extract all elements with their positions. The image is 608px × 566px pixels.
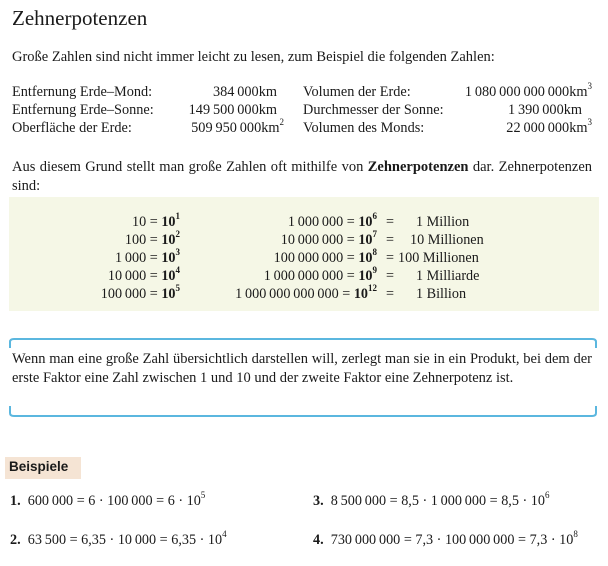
power-word: = — [386, 250, 395, 266]
power-word-label: 1 Milliarde — [416, 268, 480, 284]
intro-text: Große Zahlen sind nicht immer leicht zu lesen, zum Beispiel die folgenden Zahlen: — [12, 49, 495, 65]
power-word: = — [386, 232, 395, 248]
fact-value: 1 390 000km — [507, 102, 582, 118]
power-row: 10 000 $000 = 10^7$ — [280, 229, 377, 248]
fact-label: Entfernung Erde–Mond: — [12, 84, 153, 100]
fact-label: Volumen des Monds: — [303, 120, 425, 136]
power-word-label: 1 Billion — [416, 286, 467, 302]
power-word-label: 100 Millionen — [398, 250, 479, 266]
fact-label: Oberfläche der Erde: — [12, 120, 132, 136]
power-word: = — [386, 268, 395, 284]
fact-value: 149 500 000km — [188, 102, 277, 118]
power-row: 1 000 000 000 $000 = 10^{12}$ — [235, 283, 377, 302]
example-item: 3. 8 500 000 = 8,5 · 1 000 $000 = 8,5 \cdot 10^6$ — [313, 490, 550, 509]
rule-text: Wenn man eine große Zahl übersichtlich darstellen will, zerlegt man sie in ein Produkt, bei dem der erste Faktor eine Zahl zwischen 1 und 10 und der zweite Faktor eine Zehnerpotenz ist. — [12, 351, 592, 386]
fact-label: Durchmesser der Sonne: — [303, 102, 444, 118]
page-title: Zehnerpotenzen — [12, 6, 148, 30]
fact-value: 384 000km — [212, 84, 277, 100]
powers-intro: Aus diesem Grund stellt man große Zahlen oft mithilfe von Zehnerpotenzen dar. Zehnerpotenzen sind: — [12, 159, 593, 194]
example-item: 1. 600 000 = 6 · 100 $000 = 6 \cdot 10^5$ — [10, 490, 206, 509]
power-row: 1 $000 = 10^3$ — [114, 247, 180, 266]
power-row: 100 000 $000 = 10^8$ — [273, 247, 377, 266]
example-item: 4. 730 000 000 = 7,3 · 100 000 $000 = 7,3 \cdot 10^8$ — [313, 529, 578, 548]
power-row: 1 000 $000 = 10^6$ — [287, 211, 377, 230]
fact-label: Entfernung Erde–Sonne: — [12, 102, 154, 118]
power-word: = — [386, 214, 395, 230]
power-row: 1 000 000 $000 = 10^9$ — [263, 265, 377, 284]
example-item: 2. 63 500 = 6,35 · 10 $000 = 6,35 \cdot 10^4$ — [10, 529, 227, 548]
fact-label: Volumen der Erde: — [303, 84, 411, 100]
fact-value: 509 950 $000km^2$ — [191, 117, 284, 136]
examples-heading: Beispiele — [9, 459, 69, 474]
fact-value: 1 080 000 000 $000km^3$ — [464, 81, 592, 100]
fact-value: 22 000 $000km^3$ — [506, 117, 592, 136]
power-word: = — [386, 286, 395, 302]
power-row: $100 = 10^2$ — [124, 229, 180, 248]
power-row: $10 = 10^1$ — [132, 211, 180, 230]
power-row: 10 $000 = 10^4$ — [107, 265, 180, 284]
power-word-label: 10 Millionen — [410, 232, 484, 248]
power-row: 100 $000 = 10^5$ — [100, 283, 180, 302]
power-word-label: 1 Million — [416, 214, 470, 230]
